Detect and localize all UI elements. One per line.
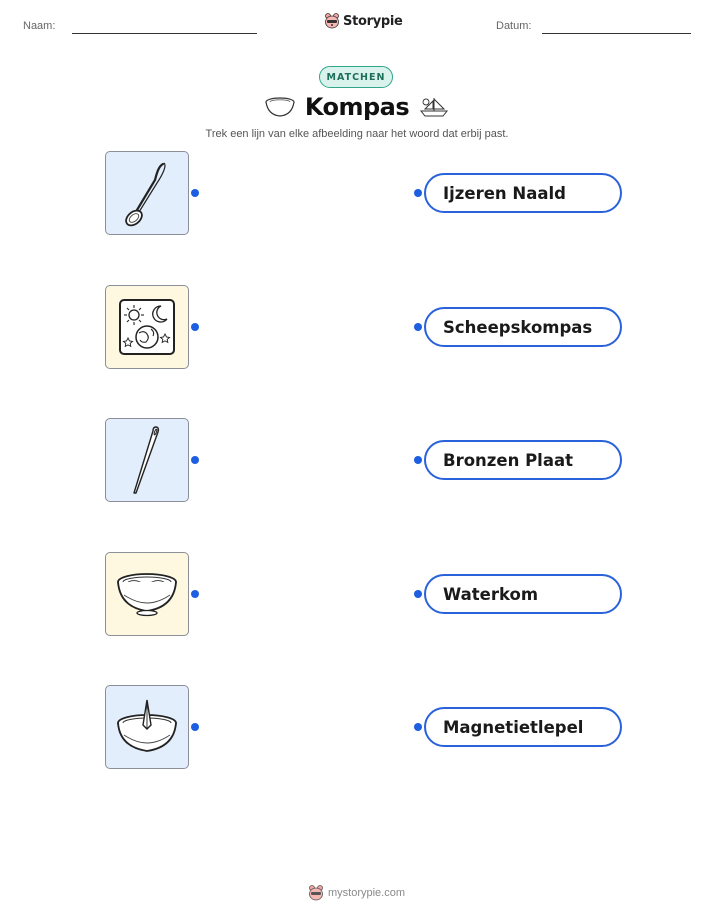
word-dot-1[interactable] [414, 189, 422, 197]
spoon-icon [117, 158, 177, 228]
storypie-mascot-icon [308, 884, 324, 902]
word-box-3[interactable]: Bronzen Plaat [424, 440, 622, 480]
activity-badge: MATCHEN [319, 66, 393, 88]
word-dot-5[interactable] [414, 723, 422, 731]
word-dot-2[interactable] [414, 323, 422, 331]
image-card-needle [105, 418, 189, 502]
ship-compass-title-icon [418, 96, 450, 118]
word-box-2[interactable]: Scheepskompas [424, 307, 622, 347]
image-card-water-bowl [105, 552, 189, 636]
image-card-sun-moon-earth [105, 285, 189, 369]
word-box-1[interactable]: Ijzeren Naald [424, 173, 622, 213]
word-dot-3[interactable] [414, 456, 422, 464]
name-label: Naam: [23, 20, 56, 32]
water-bowl-icon [114, 569, 180, 619]
brand-name: Storypie [343, 13, 403, 29]
storypie-mascot-icon [324, 12, 340, 30]
word-box-4[interactable]: Waterkom [424, 574, 622, 614]
instructions: Trek een lijn van elke afbeelding naar het woord dat erbij past. [205, 128, 509, 140]
image-dot-2[interactable] [191, 323, 199, 331]
image-dot-3[interactable] [191, 456, 199, 464]
page-title: Kompas [304, 93, 410, 121]
footer [308, 884, 405, 902]
date-label: Datum: [496, 20, 532, 32]
image-dot-5[interactable] [191, 723, 199, 731]
date-line[interactable] [542, 33, 691, 34]
image-card-spoon [105, 151, 189, 235]
image-dot-1[interactable] [191, 189, 199, 197]
word-dot-4[interactable] [414, 590, 422, 598]
needle-icon [122, 423, 172, 497]
word-box-5[interactable]: Magnetietlepel [424, 707, 622, 747]
storypie-logo [324, 12, 403, 30]
sun-moon-earth-icon [117, 297, 177, 357]
footer-url[interactable]: mystorypie.com [328, 887, 406, 899]
name-line[interactable] [72, 33, 257, 34]
image-card-bowl-compass [105, 685, 189, 769]
bowl-compass-icon [114, 697, 180, 757]
image-dot-4[interactable] [191, 590, 199, 598]
